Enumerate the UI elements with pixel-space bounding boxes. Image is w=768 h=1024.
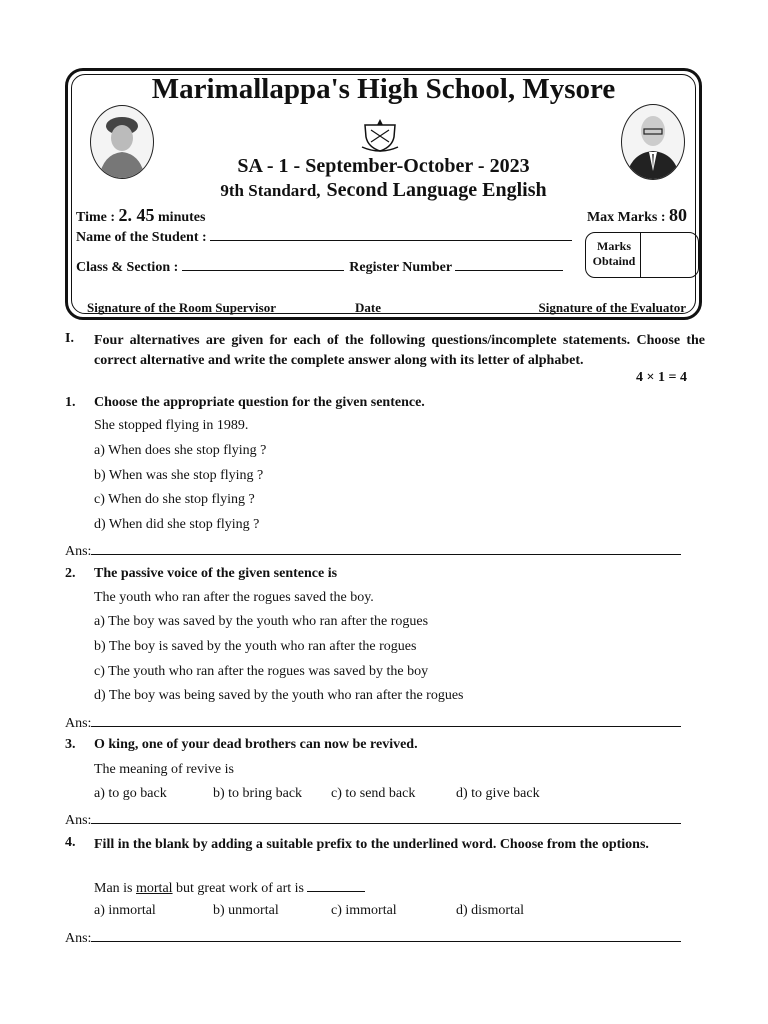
question-text: The passive voice of the given sentence is (94, 566, 338, 581)
option-a: a) to go back (94, 786, 167, 801)
question-number: 3. (65, 737, 76, 752)
option-a: a) The boy was saved by the youth who ran after the rogues (94, 614, 429, 629)
question-number: 4. (65, 835, 76, 850)
option-b: b) When was she stop flying ? (94, 468, 264, 483)
question-text: Fill in the blank by adding a suitable prefix to the underlined word. Choose from the options. (94, 837, 649, 852)
school-name: Marimallappa's High School, Mysore (151, 73, 616, 105)
class-section-row (76, 258, 563, 276)
marks-box-divider (640, 233, 641, 277)
student-name-field[interactable] (210, 228, 572, 241)
max-marks-label: Max Marks : (586, 210, 666, 225)
question-number: 1. (65, 395, 76, 410)
marks-obtained-label: Marks Obtaind (592, 239, 636, 268)
register-number-field[interactable] (455, 258, 563, 271)
subject-label: Second Language English (326, 179, 547, 201)
left-portrait-image (90, 105, 154, 179)
register-number-label: Register Number (349, 260, 452, 275)
standard-label: 9th Standard, (220, 181, 321, 200)
student-name-label: Name of the Student : (76, 230, 207, 245)
answer-field-4[interactable] (91, 928, 681, 942)
option-b: b) unmortal (213, 903, 279, 918)
answer-label: Ans: (65, 931, 92, 946)
answer-label: Ans: (65, 544, 92, 559)
answer-field-3[interactable] (91, 810, 681, 824)
answer-line-3 (65, 810, 681, 829)
date-label: Date (355, 300, 381, 315)
time-unit: minutes (158, 210, 206, 225)
question-prompt: The meaning of revive is (94, 762, 234, 777)
evaluator-signature-label: Signature of the Evaluator (538, 300, 686, 315)
option-c: c) When do she stop flying ? (94, 492, 255, 507)
answer-line-1 (65, 541, 681, 560)
question-number: 2. (65, 566, 76, 581)
max-marks-value: 80 (669, 205, 687, 225)
question-text: O king, one of your dead brothers can now be revived. (94, 737, 418, 752)
school-crest-emblem (361, 117, 399, 153)
answer-field-1[interactable] (91, 541, 681, 555)
right-portrait-image (621, 104, 685, 180)
option-d: d) When did she stop flying ? (94, 517, 260, 532)
class-section-label: Class & Section : (76, 260, 179, 275)
option-c: c) to send back (331, 786, 416, 801)
question-text: Choose the appropriate question for the given sentence. (94, 395, 425, 410)
time-value: 2. 45 (118, 205, 155, 225)
option-d: d) dismortal (456, 903, 525, 918)
question-1 (65, 395, 705, 411)
fill-blank-field[interactable] (307, 879, 365, 892)
student-name-row (76, 228, 572, 246)
class-section-field[interactable] (182, 258, 344, 271)
question-3 (65, 737, 705, 753)
answer-line-4 (65, 928, 681, 947)
prompt-start: Man is (94, 881, 133, 896)
underlined-word: mortal (136, 881, 173, 896)
supervisor-signature-label: Signature of the Room Supervisor (87, 300, 276, 315)
standard-subject-line (68, 179, 699, 202)
answer-line-2 (65, 713, 681, 732)
option-b: b) The boy is saved by the youth who ran after the rogues (94, 639, 417, 654)
question-prompt (94, 879, 365, 897)
prompt-end: but great work of art is (176, 881, 304, 896)
section-instruction-text: Four alternatives are given for each of the following questions/incomplete statements. Choose the correct alternative and write the complete answer along with its letter of alphabet. (94, 333, 705, 368)
question-4 (65, 835, 705, 855)
option-b: b) to bring back (213, 786, 303, 801)
question-2 (65, 566, 705, 582)
answer-label: Ans: (65, 813, 92, 828)
marks-obtained-box (585, 232, 699, 278)
question-prompt: She stopped flying in 1989. (94, 418, 249, 433)
option-d: d) to give back (456, 786, 540, 801)
question-prompt: The youth who ran after the rogues saved the boy. (94, 590, 374, 605)
max-marks-info (587, 205, 687, 226)
option-d: d) The boy was being saved by the youth who ran after the rogues (94, 688, 464, 703)
time-info (76, 205, 205, 226)
exam-title: SA - 1 - September-October - 2023 (237, 155, 530, 177)
time-label: Time : (76, 210, 116, 225)
option-a: a) When does she stop flying ? (94, 443, 267, 458)
exam-header (65, 68, 702, 320)
option-a: a) inmortal (94, 903, 156, 918)
option-c: c) immortal (331, 903, 397, 918)
answer-field-2[interactable] (91, 713, 681, 727)
option-c: c) The youth who ran after the rogues was saved by the boy (94, 664, 429, 679)
section-marks: 4 × 1 = 4 (636, 370, 687, 385)
section-instruction (65, 331, 705, 391)
section-number: I. (65, 331, 74, 346)
answer-label: Ans: (65, 716, 92, 731)
